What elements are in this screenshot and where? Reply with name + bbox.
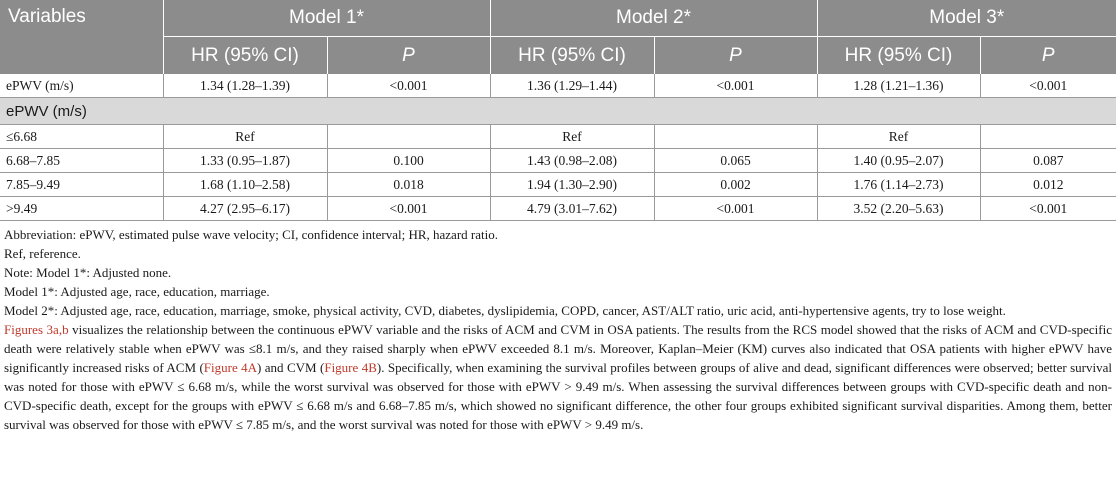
header-m1-hr: HR (95% CI): [163, 37, 327, 75]
m1-hr-cell: Ref: [163, 125, 327, 149]
section-row: [0, 98, 1116, 125]
row-label: ePWV (m/s): [0, 74, 163, 98]
model-note: Note: Model 1*: Adjusted none.: [4, 265, 172, 280]
section-label: ePWV (m/s): [0, 98, 1116, 125]
table-row: [0, 149, 1116, 173]
row-label: 6.68–7.85: [0, 149, 163, 173]
m2-p-cell: <0.001: [654, 197, 817, 221]
paragraph-text: ). Specifically, when examining the survival profiles between groups of alive and dead, significant differences were observed; better survival was noted for those with ePWV ≤ 6.68 m/s, while the worst survival was observed for those with ePWV > 9.49 m/s. When assessing the survival differences between groups with CVD-specific death and non-CVD-specific death, except for the groups with ePWV ≤ 6.68 m/s and 6.68–7.85 m/s, which showed no significant difference, the other four groups exhibited significant survival disparities. Among them, better survival was observed for those with ePWV ≤ 7.85 m/s, and the worst survival was noted for those with ePWV > 9.49 m/s.: [4, 360, 1112, 432]
figure-3ab-link[interactable]: Figures 3a,b: [4, 322, 69, 337]
header-m3-p: P: [980, 37, 1116, 75]
header-variables: Variables: [0, 0, 163, 74]
m3-hr-cell: 1.76 (1.14–2.73): [817, 173, 980, 197]
m3-hr-cell: 3.52 (2.20–5.63): [817, 197, 980, 221]
paragraph-text: ) and CVM (: [257, 360, 325, 375]
row-label: ≤6.68: [0, 125, 163, 149]
figure-4a-link[interactable]: Figure 4A: [203, 360, 258, 375]
row-label: 7.85–9.49: [0, 173, 163, 197]
m2-hr-cell: 1.43 (0.98–2.08): [490, 149, 654, 173]
m3-p-cell: <0.001: [980, 197, 1116, 221]
header-m3-hr: HR (95% CI): [817, 37, 980, 75]
paragraph-text: visualizes the relationship between the continuous ePWV variable and the risks of ACM and CVM in OSA patients. The results from the RCS model showed that the risks of ACM and CVD-specific death were relatively stable when ePWV was ≤8.1 m/s, and they raised sharply when ePWV exceeded 8.1 m/s. Moreover, Kaplan–Meier (KM) curves also indicated that OSA patients with higher ePWV have significantly increased risks of ACM (: [4, 322, 1112, 375]
m3-p-cell: [980, 125, 1116, 149]
table-footnotes: [0, 221, 1116, 434]
m2-p-cell: <0.001: [654, 74, 817, 98]
abbreviation-note: Abbreviation: ePWV, estimated pulse wave velocity; CI, confidence interval; HR, hazard ratio.: [4, 227, 498, 242]
m3-hr-cell: Ref: [817, 125, 980, 149]
m3-hr-cell: 1.28 (1.21–1.36): [817, 74, 980, 98]
m2-p-cell: 0.002: [654, 173, 817, 197]
m1-p-cell: <0.001: [327, 197, 490, 221]
m2-p-cell: 0.065: [654, 149, 817, 173]
m1-hr-cell: 1.33 (0.95–1.87): [163, 149, 327, 173]
figure-4b-link[interactable]: Figure 4B: [324, 360, 377, 375]
m2-hr-cell: Ref: [490, 125, 654, 149]
row-label: >9.49: [0, 197, 163, 221]
m1-p-cell: 0.100: [327, 149, 490, 173]
m3-p-cell: <0.001: [980, 74, 1116, 98]
header-row-models: [0, 0, 1116, 37]
m2-hr-cell: 1.94 (1.30–2.90): [490, 173, 654, 197]
header-m2-p: P: [654, 37, 817, 75]
m2-hr-cell: 4.79 (3.01–7.62): [490, 197, 654, 221]
results-paragraph: [4, 320, 1112, 434]
ref-note: Ref, reference.: [4, 246, 81, 261]
model2-note: Model 2*: Adjusted age, race, education, marriage, smoke, physical activity, CVD, diabetes, dyslipidemia, COPD, cancer, AST/ALT ratio, uric acid, anti-hypertensive agents, try to lose weight.: [4, 303, 1006, 318]
header-model2: Model 2*: [490, 0, 817, 37]
header-m2-hr: HR (95% CI): [490, 37, 654, 75]
m1-hr-cell: 1.68 (1.10–2.58): [163, 173, 327, 197]
m1-hr-cell: 4.27 (2.95–6.17): [163, 197, 327, 221]
header-row-metrics: [0, 37, 1116, 75]
m2-hr-cell: 1.36 (1.29–1.44): [490, 74, 654, 98]
header-model3: Model 3*: [817, 0, 1116, 37]
m1-p-cell: <0.001: [327, 74, 490, 98]
table-row: [0, 197, 1116, 221]
m1-p-cell: 0.018: [327, 173, 490, 197]
m3-p-cell: 0.087: [980, 149, 1116, 173]
results-table: [0, 0, 1116, 221]
m1-p-cell: [327, 125, 490, 149]
model1-note: Model 1*: Adjusted age, race, education, marriage.: [4, 284, 270, 299]
m3-p-cell: 0.012: [980, 173, 1116, 197]
header-model1: Model 1*: [163, 0, 490, 37]
m1-hr-cell: 1.34 (1.28–1.39): [163, 74, 327, 98]
header-m1-p: P: [327, 37, 490, 75]
m2-p-cell: [654, 125, 817, 149]
table-row-continuous: [0, 74, 1116, 98]
m3-hr-cell: 1.40 (0.95–2.07): [817, 149, 980, 173]
table-row: [0, 125, 1116, 149]
table-row: [0, 173, 1116, 197]
